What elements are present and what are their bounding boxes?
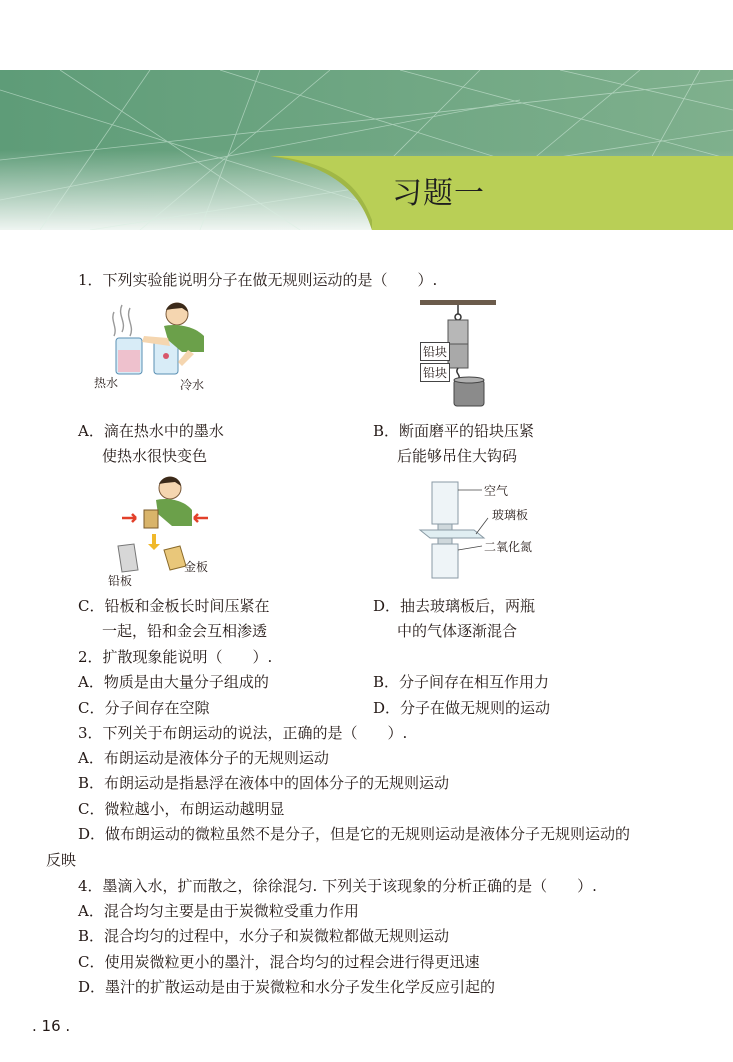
page-title: 习题一 [392,176,485,211]
q1-option-a-line2: 使热水很快变色 [102,447,208,465]
chapter-banner [0,70,733,230]
label-nitrogen-dioxide: 二氧化氮 [484,540,533,554]
figure-lead-blocks [418,300,498,410]
q1-option-d-line2: 中的气体逐渐混合 [397,622,518,640]
label-cold-water: 冷水 [180,378,205,392]
q1-option-b-line1: B．断面磨平的铅块压紧 [373,422,535,440]
q1-option-b-line2: 后能够吊住大钩码 [397,447,518,465]
q1-option-c-line1: C．铅板和金板长时间压紧在 [78,597,270,615]
q2-option-d: D．分子在做无规则的运动 [373,699,551,717]
q3-option-a: A．布朗运动是液体分子的无规则运动 [78,749,329,767]
q4-option-c: C．使用炭微粒更小的墨汁，混合均匀的过程会进行得更迅速 [78,953,480,971]
label-lead-block-1: 铅块 [420,342,450,361]
q3-option-b: B．布朗运动是指悬浮在液体中的固体分子的无规则运动 [78,774,450,792]
q4-option-b: B．混合均匀的过程中，水分子和炭微粒都做无规则运动 [78,927,450,945]
q3-option-d-line1: D．做布朗运动的微粒虽然不是分子，但是它的无规则运动是液体分子无规则运动的 [78,825,631,843]
question-2-stem: 2．扩散现象能说明（ ）. [78,648,273,666]
figure-ink-diffusion [92,300,222,400]
q3-option-c: C．微粒越小，布朗运动越明显 [78,800,285,818]
label-lead-plate: 铅板 [108,574,133,588]
q1-option-c-line2: 一起，铅和金会互相渗透 [102,622,268,640]
q2-option-a: A．物质是由大量分子组成的 [78,673,269,691]
question-1-stem: 1．下列实验能说明分子在做无规则运动的是（ ）. [78,271,438,289]
label-hot-water: 热水 [94,376,119,390]
question-4-stem: 4．墨滴入水，扩而散之，徐徐混匀. 下列关于该现象的分析正确的是（ ）. [78,877,597,895]
label-air: 空气 [484,484,509,498]
label-gold-plate: 金板 [184,560,209,574]
figure-gas-jars [418,478,548,584]
page-number: . 16 . [32,1017,71,1035]
figure-lead-gold-plates [108,474,220,586]
q1-option-a-line1: A．滴在热水中的墨水 [78,422,224,440]
label-lead-block-2: 铅块 [420,363,450,382]
q1-option-d-line1: D．抽去玻璃板后，两瓶 [373,597,536,615]
q4-option-d: D．墨汁的扩散运动是由于炭微粒和水分子发生化学反应引起的 [78,978,496,996]
q2-option-b: B．分子间存在相互作用力 [373,673,550,691]
q2-option-c: C．分子间存在空隙 [78,699,210,717]
label-glass-plate: 玻璃板 [492,508,529,522]
q3-option-d-line2: 反映 [46,851,77,869]
q4-option-a: A．混合均匀主要是由于炭微粒受重力作用 [78,902,359,920]
question-3-stem: 3．下列关于布朗运动的说法，正确的是（ ）. [78,724,408,742]
